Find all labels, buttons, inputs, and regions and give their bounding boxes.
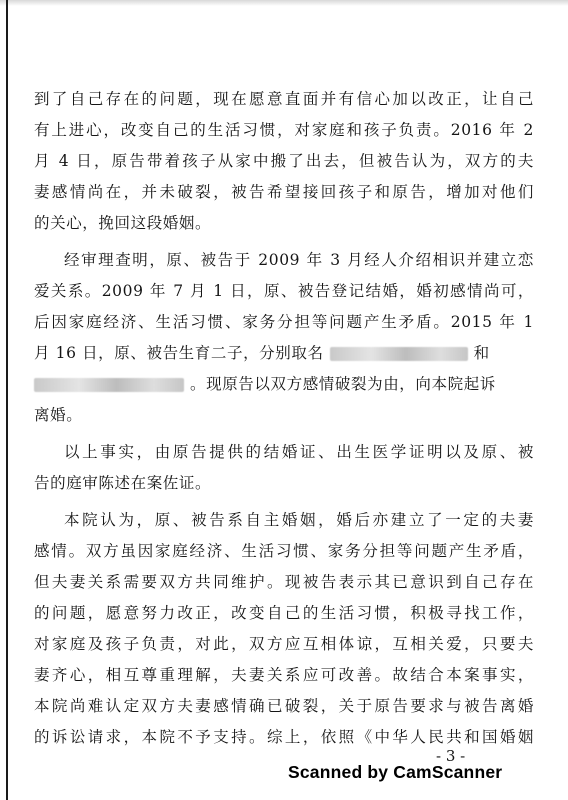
text-line-with-redaction [34, 369, 534, 400]
text-line-with-redaction [34, 338, 534, 369]
camscanner-watermark: Scanned by CamScanner [288, 762, 503, 782]
text-line: 的诉讼请求，本院不予支持。综上，依照《中华人民共和国婚姻 [34, 728, 534, 746]
text-line: 经审理查明，原、被告于 2009 年 3 月经人介绍相识并建立恋 [64, 251, 534, 269]
text-line: 有上进心，改变自己的生活习惯，对家庭和孩子负责。2016 年 2 [34, 121, 534, 139]
text-segment: 月 16 日，原、被告生育二子，分别取名 [34, 344, 324, 362]
text-line: 本院尚难认定双方夫妻感情确已破裂，关于原告要求与被告离婚 [34, 697, 534, 715]
text-line: 妻感情尚在，并未破裂，被告希望接回孩子和原告，增加对他们 [34, 183, 534, 201]
scan-top-edge [0, 0, 568, 6]
scan-left-edge-line [6, 0, 8, 800]
text-line: 月 4 日，原告带着孩子从家中搬了出去，但被告认为，双方的夫 [34, 152, 534, 170]
text-line: 感情。双方虽因家庭经济、生活习惯、家务分担等问题产生矛盾， [34, 542, 534, 560]
text-line: 本院认为，原、被告系自主婚姻，婚后亦建立了一定的夫妻 [64, 511, 534, 529]
text-line: 以上事实，由原告提供的结婚证、出生医学证明以及原、被 [64, 443, 534, 461]
text-line: 告的庭审陈述在案佐证。 [34, 474, 212, 492]
text-line: 后因家庭经济、生活习惯、家务分担等问题产生矛盾。2015 年 1 [34, 313, 534, 331]
text-line: 妻齐心，相互尊重理解，夫妻关系应可改善。故结合本案事实， [34, 666, 534, 684]
text-segment: 和 [473, 344, 490, 362]
text-line: 离婚。 [34, 406, 83, 424]
text-line: 的问题，愿意努力改正，改变自己的生活习惯，积极寻找工作， [34, 604, 534, 622]
redacted-name-1 [330, 347, 468, 361]
page-number: - 3 - [436, 747, 466, 765]
judgment-body-text [34, 84, 534, 753]
text-segment: 。现原告以双方感情破裂为由，向本院起诉 [190, 375, 496, 393]
text-line: 到了自己存在的问题，现在愿意直面并有信心加以改正，让自己 [34, 90, 534, 108]
text-line: 但夫妻关系需要双方共同维护。现被告表示其已意识到自己存在 [34, 573, 534, 591]
text-line: 的关心，挽回这段婚姻。 [34, 214, 212, 232]
text-line: 对家庭及孩子负责，对此，双方应互相体谅，互相关爱，只要夫 [34, 635, 534, 653]
text-line: 爱关系。2009 年 7 月 1 日，原、被告登记结婚，婚初感情尚可， [34, 282, 534, 300]
redacted-name-2 [34, 378, 184, 392]
